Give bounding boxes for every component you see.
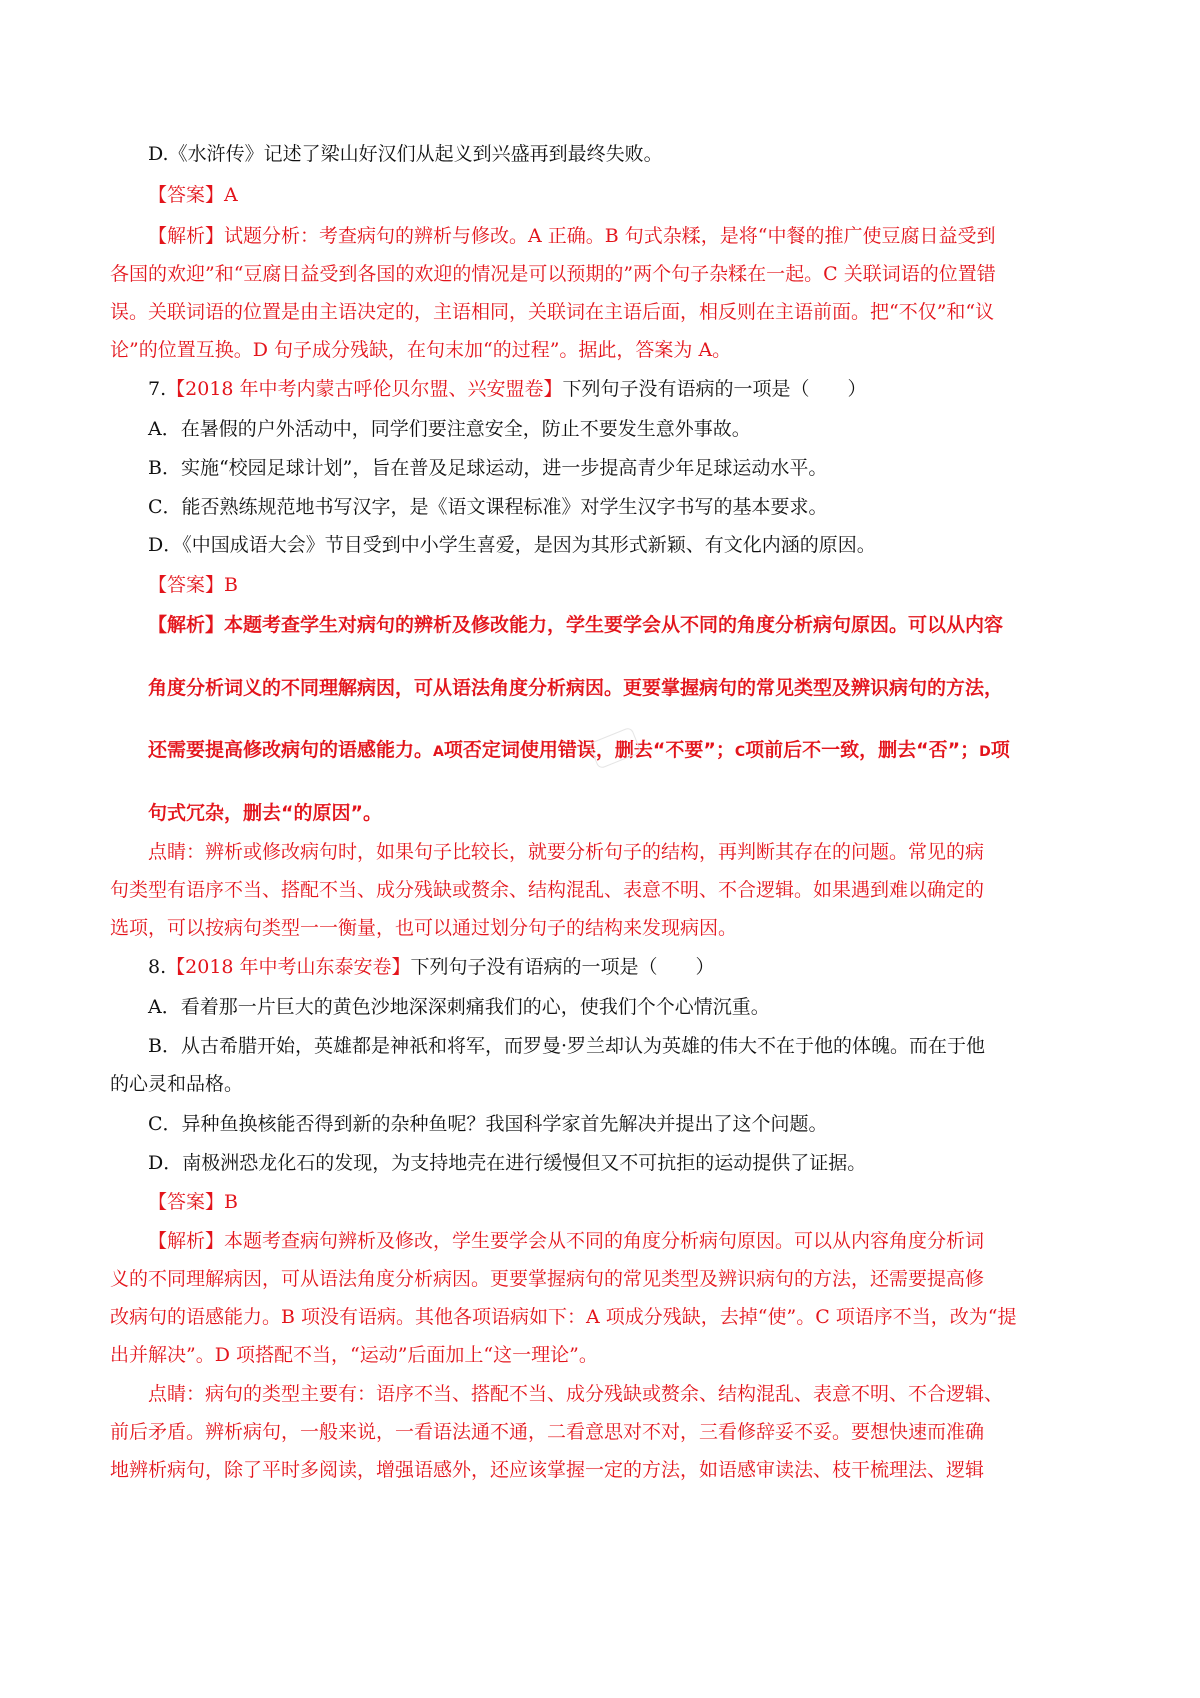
analysis-line: 义的不同理解病因，可从语法角度分析病因。更要掌握病句的常见类型及辨识病句的方法，还需要提高修 bbox=[110, 1268, 985, 1290]
option-b-line: 的心灵和品格。 bbox=[110, 1073, 244, 1095]
option-a-line: A．在暑假的户外活动中，同学们要注意安全，防止不要发生意外事故。 bbox=[148, 418, 751, 440]
analysis-line: 论”的位置互换。D 句子成分残缺，在句末加“的过程”。据此，答案为 A。 bbox=[110, 339, 732, 361]
option-b-line: B．实施“校园足球计划”，旨在普及足球运动，进一步提高青少年足球运动水平。 bbox=[148, 457, 828, 479]
answer-label: 【答案】B bbox=[148, 574, 238, 596]
tip-line: 点睛：病句的类型主要有：语序不当、搭配不当、成分残缺或赘余、结构混乱、表意不明、不合逻辑、 bbox=[148, 1383, 1004, 1405]
analysis-line: 改病句的语感能力。B 项没有语病。其他各项语病如下：A 项成分残缺，去掉“使”。C 项语序不当，改为“提 bbox=[110, 1306, 1017, 1328]
question-stem: 下列句子没有语病的一项是（ ） bbox=[562, 378, 867, 400]
answer-label: 【答案】B bbox=[148, 1191, 238, 1213]
option-a-line: A．看着那一片巨大的黄色沙地深深刺痛我们的心，使我们个个心情沉重。 bbox=[148, 996, 770, 1018]
analysis-line: 误。关联词语的位置是由主语决定的，主语相同，关联词在主语后面，相反则在主语前面。把“不仅”和“议 bbox=[110, 301, 995, 323]
option-letter: D bbox=[979, 744, 991, 760]
question-source: 【2018 年中考山东泰安卷】 bbox=[166, 956, 411, 978]
analysis-line: 【解析】本题考查病句辨析及修改，学生要学会从不同的角度分析病句原因。可以从内容角度分析词 bbox=[148, 1230, 985, 1252]
analysis-line: 【解析】本题考查学生对病句的辨析及修改能力，学生要学会从不同的角度分析病句原因。可以从内容 bbox=[148, 614, 1004, 636]
tip-line: 前后矛盾。辨析病句，一般来说，一看语法通不通，二看意思对不对，三看修辞妥不妥。要想快速而准确 bbox=[110, 1421, 985, 1443]
question-number-text: 7. bbox=[148, 378, 167, 400]
question-number bbox=[148, 955, 715, 979]
question-source: 【2018 年中考内蒙古呼伦贝尔盟、兴安盟卷】 bbox=[166, 378, 563, 400]
analysis-fragment: 项否定词使用错误，删去“不要”； bbox=[443, 739, 735, 761]
tip-line: 选项，可以按病句类型一一衡量，也可以通过划分句子的结构来发现病因。 bbox=[110, 917, 738, 939]
analysis-fragment: 还需要提高修改病句的语感能力。 bbox=[148, 739, 434, 761]
analysis-line bbox=[148, 738, 1010, 764]
option-letter: C bbox=[734, 744, 746, 760]
question-number-text: 8. bbox=[148, 956, 167, 978]
option-d-line: D．《中国成语大会》节目受到中小学生喜爱，是因为其形式新颖、有文化内涵的原因。 bbox=[148, 534, 876, 556]
analysis-line: 【解析】试题分析：考查病句的辨析与修改。A 正确。B 句式杂糅，是将“中餐的推广使豆腐日益受到 bbox=[148, 225, 996, 247]
option-d-line: D．南极洲恐龙化石的发现，为支持地壳在进行缓慢但又不可抗拒的运动提供了证据。 bbox=[148, 1152, 867, 1174]
tip-line: 地辨析病句，除了平时多阅读，增强语感外，还应该掌握一定的方法，如语感审读法、枝干梳理法、逻辑 bbox=[110, 1459, 985, 1481]
option-d-line: D.《水浒传》记述了梁山好汉们从起义到兴盛再到最终失败。 bbox=[148, 143, 663, 165]
answer-label: 【答案】A bbox=[148, 184, 238, 206]
tip-line: 点睛：辨析或修改病句时，如果句子比较长，就要分析句子的结构，再判断其存在的问题。常见的病 bbox=[148, 841, 985, 863]
analysis-line: 各国的欢迎”和“豆腐日益受到各国的欢迎的情况是可以预期的”两个句子杂糅在一起。C 关联词语的位置错 bbox=[110, 263, 996, 285]
option-b-line: B．从古希腊开始，英雄都是神祇和将军，而罗曼·罗兰却认为英雄的伟大不在于他的体魄。而在于他 bbox=[148, 1035, 986, 1057]
tip-line: 句类型有语序不当、搭配不当、成分残缺或赘余、结构混乱、表意不明、不合逻辑。如果遇到难以确定的 bbox=[110, 879, 985, 901]
analysis-line: 角度分析词义的不同理解病因，可从语法角度分析病因。更要掌握病句的常见类型及辨识病句的方法， bbox=[148, 677, 1004, 699]
analysis-line: 句式冗杂，删去“的原因”。 bbox=[148, 802, 382, 824]
analysis-fragment: 项 bbox=[990, 739, 1010, 761]
option-letter: A bbox=[433, 744, 444, 760]
question-number bbox=[148, 377, 867, 401]
option-c-line: C．能否熟练规范地书写汉字，是《语文课程标准》对学生汉字书写的基本要求。 bbox=[148, 496, 828, 518]
analysis-fragment: 项前后不一致，删去“否”； bbox=[745, 739, 980, 761]
analysis-line: 出并解决”。D 项搭配不当，“运动”后面加上“这一理论”。 bbox=[110, 1344, 598, 1366]
option-c-line: C．异种鱼换核能否得到新的杂种鱼呢？我国科学家首先解决并提出了这个问题。 bbox=[148, 1113, 828, 1135]
question-stem: 下列句子没有语病的一项是（ ） bbox=[410, 956, 715, 978]
